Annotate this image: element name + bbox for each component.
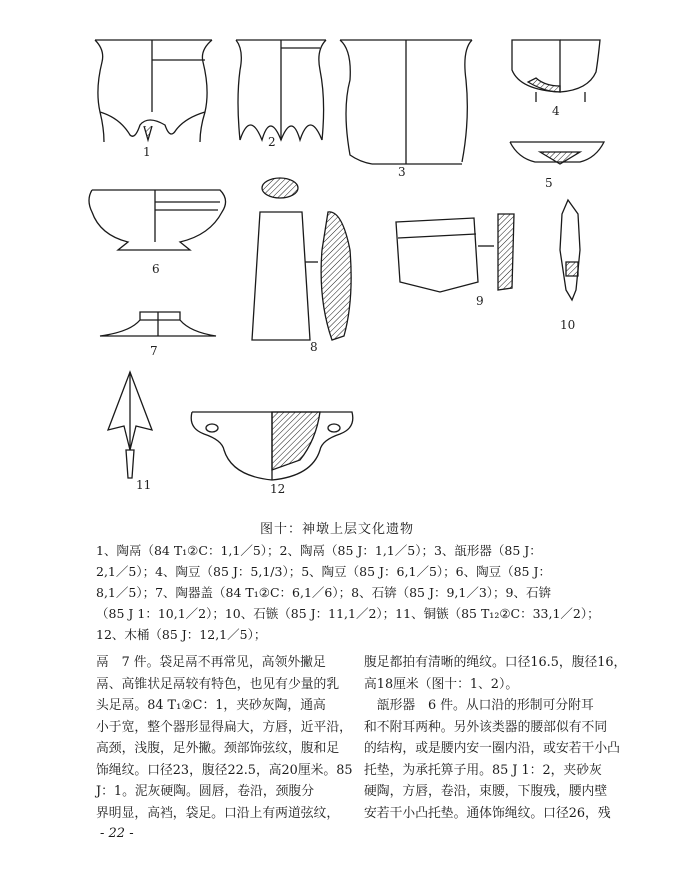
artifact-7-lid <box>100 312 216 336</box>
figure-caption-list <box>96 540 616 645</box>
caption-line: （85 J 1：10,1／2）；10、石镞（85 J：11,1／2）；11、铜镞（85 T₁₂②C：33,1／2）； <box>96 606 600 621</box>
body-line: 界明显，高裆，袋足。口沿上有两道弦纹， <box>96 805 340 821</box>
figure-label-10: 10 <box>560 318 576 332</box>
figure-caption-title: 图十：神墩上层文化遗物 <box>259 522 414 537</box>
caption-line: 1、陶鬲（84 T₁②C：1,1／5）；2、陶鬲（85 J：1,1／5）；3、瓿形器（85 J： <box>96 543 542 558</box>
body-line: 高18厘米（图十：1、2）。 <box>364 676 519 692</box>
body-line: 托垫，为承托箅子用。85 J 1：2，夹砂灰 <box>364 762 602 778</box>
figure-label-4: 4 <box>552 104 560 118</box>
body-line: 饰绳纹。口径23，腹径22.5，高20厘米。85 <box>96 762 353 778</box>
body-text-right-column <box>364 652 627 824</box>
figure-label-6: 6 <box>152 262 160 276</box>
figure-label-2: 2 <box>268 135 276 149</box>
artifact-3-pou-vessel <box>340 40 472 164</box>
body-line: 头足鬲。84 T₁②C：1，夹砂灰陶，通高 <box>96 698 326 713</box>
body-line: 瓿形器 6 件。从口沿的形制可分附耳 <box>364 698 594 713</box>
body-line: 鬲 7 件。袋足鬲不再常见，高领外撇足 <box>96 655 326 670</box>
artifact-6-dou <box>89 190 226 250</box>
body-line: J：1。泥灰硬陶。圆唇，卷沿，颈腹分 <box>96 784 315 799</box>
artifact-10-stone-arrowhead <box>560 200 580 300</box>
figure-label-5: 5 <box>545 176 553 190</box>
artifact-11-bronze-arrowhead <box>108 372 152 478</box>
body-text-left-column <box>96 652 354 824</box>
body-line: 鬲、高锥状足鬲较有特色，也见有少量的乳 <box>96 676 340 692</box>
figure-label-3: 3 <box>398 165 406 179</box>
caption-line: 2,1／5）；4、陶豆（85 J：5,1/3）；5、陶豆（85 J：6,1／5）；6、陶豆（85 J： <box>96 564 551 579</box>
figure-label-11: 11 <box>136 478 152 492</box>
caption-line: 12、木桶（85 J：12,1／5）； <box>96 627 267 642</box>
artifact-8-stone-adze <box>252 178 351 340</box>
figure-label-7: 7 <box>150 344 158 358</box>
figure-label-9: 9 <box>476 294 484 308</box>
body-line: 硬陶，方唇，卷沿，束腰，下腹残，腰内壁 <box>364 784 608 799</box>
page-number: - 22 - <box>100 826 134 841</box>
body-line: 高颈，浅腹，足外撇。颈部饰弦纹，腹和足 <box>96 741 340 756</box>
body-line: 的结构，或是腰内安一圈内沿，或安若干小凸 <box>364 741 620 756</box>
figure-label-12: 12 <box>270 482 286 496</box>
body-line: 安若干小凸托垫。通体饰绳纹。口径26，残 <box>364 805 611 821</box>
figure-label-1: 1 <box>143 145 151 159</box>
artifact-5-dou <box>510 142 604 164</box>
caption-line: 8,1／5）；7、陶器盖（84 T₁②C：6,1／6）；8、石锛（85 J：9,1／3）；9、石锛 <box>96 585 551 600</box>
body-line: 小于宽，整个器形显得扁大，方唇，近平沿， <box>96 719 352 735</box>
figure-label-8: 8 <box>310 340 318 354</box>
artifact-9-stone-adze <box>396 214 514 292</box>
artifact-2-li <box>236 40 326 140</box>
artifact-4-dou <box>512 40 600 102</box>
artifact-1-li-tripod <box>95 40 212 142</box>
body-line: 和不附耳两种。另外该类器的腰部似有不同 <box>364 719 608 735</box>
artifact-12-wooden-bucket <box>191 412 353 480</box>
body-line: 腹足都拍有清晰的绳纹。口径16.5，腹径16， <box>364 655 627 670</box>
